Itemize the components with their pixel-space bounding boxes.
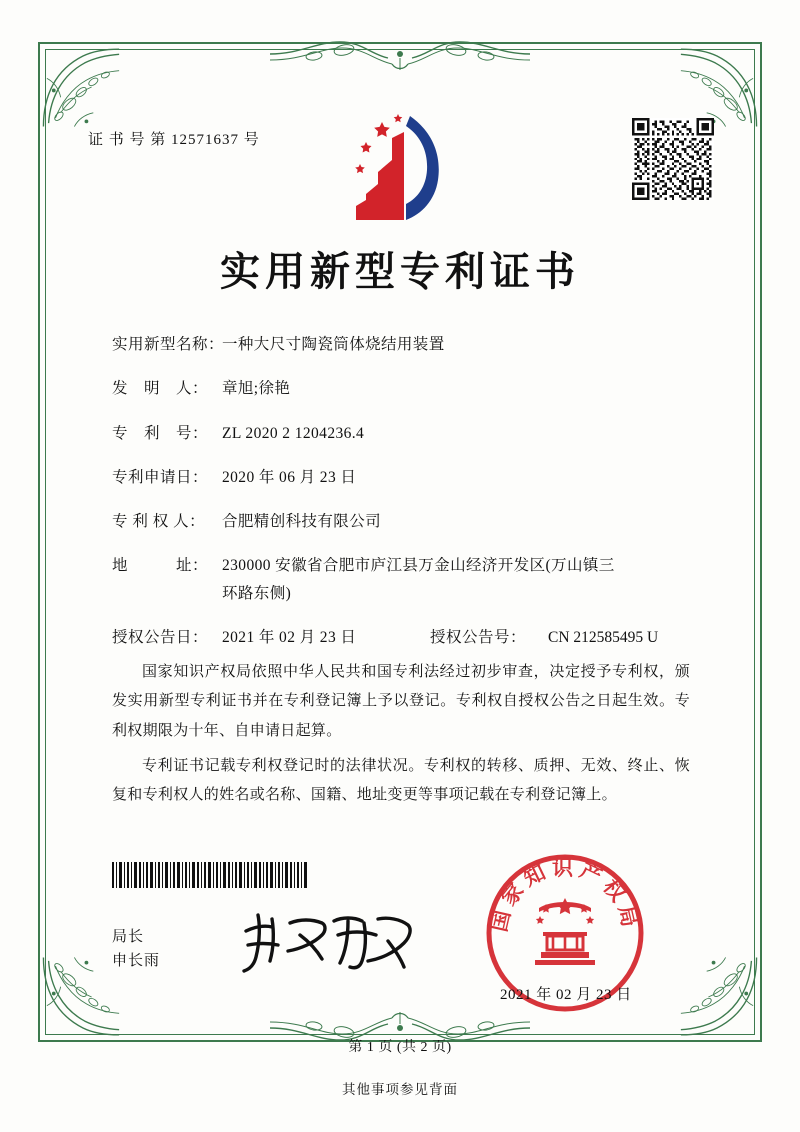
field-value-grant-number: CN 212585495 U bbox=[548, 628, 659, 646]
field-label: 地 址： bbox=[112, 557, 209, 575]
barcode bbox=[112, 862, 308, 888]
signature-labels bbox=[112, 925, 160, 973]
field-value: 章旭;徐艳 bbox=[222, 380, 291, 398]
paragraph-2: 专利证书记载专利权登记时的法律状况。专利权的转移、质押、无效、终止、恢复和专利权人的姓名或名称、国籍、地址变更等事项记载在专利登记簿上。 bbox=[112, 757, 690, 803]
field-value: 合肥精创科技有限公司 bbox=[222, 513, 382, 530]
footer-note: 其他事项参见背面 bbox=[342, 1082, 458, 1097]
corner-ornament-top-left bbox=[40, 44, 126, 130]
paragraph-1: 国家知识产权局依照中华人民共和国专利法经过初步审查，决定授予专利权，颁发实用新型专利证书并在专利登记簿上予以登记。专利权自授权公告之日起生效。专利权期限为十年、自申请日起算。 bbox=[112, 664, 690, 739]
top-flourish-ornament bbox=[270, 40, 530, 80]
field-label: 发 明 人： bbox=[112, 380, 209, 398]
director-name-label: 申长雨 bbox=[112, 953, 161, 969]
field-row-address bbox=[112, 554, 692, 605]
field-list bbox=[112, 333, 692, 670]
director-title-label: 局长 bbox=[112, 929, 145, 945]
page-title: 实用新型专利证书 bbox=[220, 248, 580, 295]
seal-ring-text: 国家知识产权局 bbox=[486, 854, 644, 934]
field-row-application-date bbox=[112, 466, 692, 489]
certificate-number: 证 书 号 第 12571637 号 bbox=[88, 132, 260, 148]
field-value: ZL 2020 2 1204236.4 bbox=[222, 424, 365, 442]
field-label-grant-date: 授权公告日： bbox=[112, 628, 209, 646]
address-line-1: 230000 安徽省合肥市庐江县万金山经济开发区(万山镇三 bbox=[222, 557, 615, 575]
field-label: 专 利 号： bbox=[112, 424, 209, 442]
field-row-inventor bbox=[112, 377, 692, 400]
field-row-patent-number bbox=[112, 422, 692, 445]
seal-date: 2021 年 02 月 23 日 bbox=[500, 987, 632, 1003]
field-row-utility-model-name bbox=[112, 333, 692, 356]
field-label: 专利申请日： bbox=[112, 468, 209, 486]
page-indicator: 第 1 页 (共 2 页) bbox=[348, 1040, 452, 1055]
field-value: 一种大尺寸陶瓷筒体烧结用装置 bbox=[222, 336, 445, 353]
field-value: 2020 年 06 月 23 日 bbox=[222, 468, 357, 486]
field-value-grant-date: 2021 年 02 月 23 日 bbox=[222, 628, 357, 646]
field-value-address bbox=[222, 554, 692, 605]
field-label: 实用新型名称： bbox=[112, 336, 225, 353]
field-row-grant-announcement bbox=[112, 626, 692, 649]
field-label: 专 利 权 人： bbox=[112, 513, 206, 530]
legal-text-block bbox=[112, 658, 690, 816]
field-label-grant-number: 授权公告号： bbox=[430, 628, 527, 646]
cnipa-logo-icon bbox=[348, 108, 458, 223]
svg-text:国家知识产权局 bbox=[486, 855, 644, 934]
field-row-patentee bbox=[112, 510, 692, 533]
corner-ornament-bottom-right bbox=[674, 954, 760, 1040]
qr-code bbox=[632, 118, 714, 200]
handwritten-signature bbox=[238, 905, 418, 977]
address-line-2: 环路东侧) bbox=[222, 584, 292, 602]
